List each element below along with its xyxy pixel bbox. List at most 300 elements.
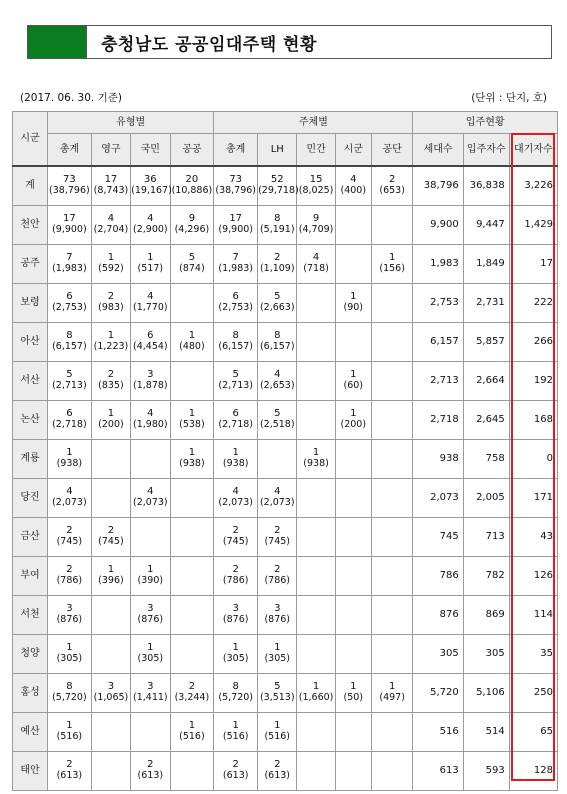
type-total-units: (305)	[56, 652, 83, 664]
type-permanent-units: (1,223)	[93, 340, 129, 352]
region-cell: 청양	[13, 634, 48, 673]
operator-total-cell	[214, 166, 258, 206]
type-public-count: 5	[188, 252, 196, 264]
region-cell: 홍성	[13, 673, 48, 712]
operator-private-units: (4,709)	[298, 223, 334, 235]
operator-total-units: (516)	[222, 730, 249, 742]
type-national-cell	[131, 361, 170, 400]
type-national-units: (305)	[137, 652, 164, 664]
type-public-units: (4,296)	[174, 223, 210, 235]
operator-total-count: 4	[232, 486, 239, 498]
residents-cell: 593	[463, 751, 509, 790]
operator-lh-cell	[258, 205, 297, 244]
households-cell: 613	[413, 751, 463, 790]
type-total-count: 8	[66, 681, 73, 693]
operator-lh-units: (2,653)	[259, 379, 295, 391]
residents-cell: 1,849	[463, 244, 509, 283]
waitlist-cell: 43	[509, 517, 557, 556]
operator-lh-count: 52	[270, 174, 284, 186]
operator-city-units: (200)	[340, 418, 367, 430]
type-permanent-count: 4	[107, 213, 115, 225]
type-national-units: (1,770)	[133, 301, 168, 313]
households-cell: 516	[413, 712, 463, 751]
header-households: 세대수	[413, 134, 463, 166]
type-total-count: 6	[66, 291, 73, 303]
type-permanent-cell	[91, 439, 130, 478]
operator-total-cell	[214, 439, 258, 478]
operator-lh-cell	[258, 166, 297, 206]
type-public-units: (874)	[179, 262, 205, 274]
operator-corp-cell	[371, 166, 413, 206]
operator-city-units: (50)	[343, 691, 364, 703]
operator-corp-cell	[371, 712, 413, 751]
type-national-count: 4	[147, 291, 154, 303]
type-total-units: (938)	[56, 457, 83, 469]
operator-lh-units: (29,718)	[258, 184, 299, 196]
operator-private-cell	[297, 439, 335, 478]
type-total-units: (6,157)	[52, 340, 87, 352]
type-permanent-count: 2	[107, 369, 115, 381]
type-public-cell	[170, 634, 214, 673]
operator-corp-cell	[371, 283, 413, 322]
operator-city-units: (60)	[343, 379, 364, 391]
type-public-units: (10,886)	[171, 184, 213, 196]
operator-private-cell	[297, 205, 335, 244]
operator-city-cell	[335, 400, 371, 439]
type-total-units: (516)	[56, 730, 83, 742]
type-national-count: 4	[147, 486, 154, 498]
operator-lh-count: 1	[274, 642, 281, 654]
type-permanent-count: 17	[104, 174, 118, 186]
households-cell: 38,796	[413, 166, 463, 206]
region-cell: 태안	[13, 751, 48, 790]
type-public-cell	[170, 205, 214, 244]
type-public-cell	[170, 712, 214, 751]
type-permanent-count: 2	[107, 291, 115, 303]
header-operator-total: 총계	[214, 134, 258, 166]
operator-city-count: 1	[350, 681, 357, 693]
operator-private-units: (718)	[303, 262, 329, 274]
operator-total-cell	[214, 634, 258, 673]
waitlist-cell: 17	[509, 244, 557, 283]
type-permanent-units: (396)	[98, 574, 124, 586]
type-total-count: 73	[63, 174, 76, 186]
operator-total-units: (876)	[222, 613, 249, 625]
header-type-public: 공공	[170, 134, 214, 166]
waitlist-cell: 114	[509, 595, 557, 634]
waitlist-cell: 128	[509, 751, 557, 790]
operator-lh-cell	[258, 673, 297, 712]
table-row	[13, 283, 558, 322]
type-total-cell	[48, 400, 92, 439]
operator-lh-units: (2,518)	[259, 418, 295, 430]
type-total-cell	[48, 673, 92, 712]
header-group-occupancy: 입주현황	[413, 112, 558, 134]
type-permanent-units: (592)	[98, 262, 124, 274]
operator-total-cell	[214, 283, 258, 322]
residents-cell: 5,857	[463, 322, 509, 361]
operator-total-units: (745)	[222, 535, 249, 547]
operator-private-count: 9	[312, 213, 320, 225]
type-permanent-cell	[91, 634, 130, 673]
type-national-count: 6	[147, 330, 154, 342]
type-public-count: 20	[185, 174, 199, 186]
type-national-cell	[131, 478, 170, 517]
type-permanent-units: (8,743)	[93, 184, 129, 196]
type-public-cell	[170, 400, 214, 439]
table-row	[13, 166, 558, 206]
type-permanent-cell	[91, 556, 130, 595]
operator-corp-cell	[371, 322, 413, 361]
waitlist-cell: 222	[509, 283, 557, 322]
table-row	[13, 322, 558, 361]
residents-cell: 2,664	[463, 361, 509, 400]
type-permanent-cell	[91, 517, 130, 556]
households-cell: 2,718	[413, 400, 463, 439]
operator-total-cell	[214, 712, 258, 751]
type-total-count: 7	[66, 252, 73, 264]
type-total-count: 2	[66, 759, 73, 771]
type-permanent-cell	[91, 712, 130, 751]
operator-corp-units: (497)	[379, 691, 405, 703]
type-permanent-units: (2,704)	[93, 223, 129, 235]
type-total-units: (745)	[56, 535, 83, 547]
header-region: 시군	[13, 112, 48, 166]
type-national-units: (2,900)	[133, 223, 168, 235]
operator-total-cell	[214, 244, 258, 283]
type-total-count: 5	[66, 369, 73, 381]
table-row	[13, 205, 558, 244]
type-national-count: 36	[143, 174, 157, 186]
table-row	[13, 361, 558, 400]
operator-private-cell	[297, 478, 335, 517]
operator-city-count: 1	[350, 291, 357, 303]
residents-cell: 9,447	[463, 205, 509, 244]
type-public-units: (538)	[179, 418, 205, 430]
type-national-cell	[131, 283, 170, 322]
operator-corp-cell	[371, 595, 413, 634]
operator-total-count: 73	[229, 174, 243, 186]
table-row	[13, 595, 558, 634]
operator-private-count: 4	[312, 252, 320, 264]
region-cell: 예산	[13, 712, 48, 751]
type-total-cell	[48, 634, 92, 673]
residents-cell: 713	[463, 517, 509, 556]
type-national-units: (390)	[137, 574, 164, 586]
housing-table	[12, 111, 558, 791]
operator-lh-cell	[258, 439, 297, 478]
operator-total-cell	[214, 595, 258, 634]
table-row	[13, 478, 558, 517]
type-national-cell	[131, 517, 170, 556]
operator-lh-cell	[258, 634, 297, 673]
operator-lh-count: 2	[274, 759, 281, 771]
operator-total-count: 1	[232, 642, 239, 654]
region-cell: 공주	[13, 244, 48, 283]
waitlist-cell: 35	[509, 634, 557, 673]
type-national-cell	[131, 595, 170, 634]
header-group-type: 유형별	[48, 112, 214, 134]
region-cell: 천안	[13, 205, 48, 244]
type-total-units: (2,073)	[52, 496, 87, 508]
operator-private-cell	[297, 166, 335, 206]
operator-city-cell	[335, 283, 371, 322]
operator-city-cell	[335, 361, 371, 400]
operator-lh-cell	[258, 556, 297, 595]
operator-total-count: 2	[232, 759, 239, 771]
operator-total-units: (2,713)	[218, 379, 253, 391]
operator-lh-units: (2,663)	[259, 301, 295, 313]
type-total-units: (9,900)	[52, 223, 87, 235]
type-public-count: 1	[188, 447, 196, 459]
table-row	[13, 439, 558, 478]
operator-lh-units: (305)	[264, 652, 291, 664]
operator-total-units: (613)	[222, 769, 249, 781]
operator-corp-cell	[371, 361, 413, 400]
operator-corp-cell	[371, 556, 413, 595]
type-permanent-count: 1	[107, 564, 115, 576]
type-total-units: (2,753)	[52, 301, 87, 313]
operator-total-count: 6	[232, 291, 239, 303]
operator-private-cell	[297, 595, 335, 634]
type-public-units: (480)	[179, 340, 205, 352]
operator-private-cell	[297, 673, 335, 712]
operator-total-count: 1	[232, 720, 239, 732]
type-permanent-units: (1,065)	[93, 691, 129, 703]
operator-total-count: 17	[229, 213, 243, 225]
operator-corp-units: (653)	[379, 184, 405, 196]
unit-note: (단위 : 단지, 호)	[471, 92, 547, 104]
operator-private-count: 1	[312, 447, 320, 459]
operator-total-cell	[214, 205, 258, 244]
households-cell: 305	[413, 634, 463, 673]
operator-city-cell	[335, 517, 371, 556]
operator-lh-cell	[258, 712, 297, 751]
operator-total-cell	[214, 400, 258, 439]
operator-lh-units: (876)	[264, 613, 291, 625]
residents-cell: 305	[463, 634, 509, 673]
operator-lh-count: 2	[274, 252, 281, 264]
header-operator-city: 시군	[335, 134, 371, 166]
type-total-count: 4	[66, 486, 73, 498]
operator-total-count: 8	[232, 330, 239, 342]
header-waitlist: 대기자수	[509, 134, 557, 166]
operator-corp-count: 1	[388, 681, 396, 693]
waitlist-cell: 266	[509, 322, 557, 361]
type-total-cell	[48, 712, 92, 751]
operator-city-count: 1	[350, 408, 357, 420]
households-cell: 2,753	[413, 283, 463, 322]
title-accent-bar	[28, 26, 87, 58]
residents-cell: 36,838	[463, 166, 509, 206]
operator-city-cell	[335, 556, 371, 595]
type-national-units: (4,454)	[133, 340, 168, 352]
region-cell: 당진	[13, 478, 48, 517]
type-total-cell	[48, 478, 92, 517]
waitlist-cell: 65	[509, 712, 557, 751]
type-public-cell	[170, 517, 214, 556]
operator-lh-units: (516)	[264, 730, 291, 742]
type-total-count: 17	[63, 213, 76, 225]
operator-corp-cell	[371, 634, 413, 673]
operator-total-units: (2,753)	[218, 301, 253, 313]
type-national-units: (876)	[137, 613, 164, 625]
waitlist-cell: 250	[509, 673, 557, 712]
operator-total-cell	[214, 556, 258, 595]
type-permanent-cell	[91, 673, 130, 712]
operator-total-units: (9,900)	[218, 223, 253, 235]
type-national-count: 3	[147, 681, 154, 693]
operator-lh-cell	[258, 361, 297, 400]
region-cell: 계	[13, 166, 48, 206]
type-total-count: 6	[66, 408, 73, 420]
type-public-cell	[170, 283, 214, 322]
type-permanent-cell	[91, 478, 130, 517]
type-total-units: (786)	[56, 574, 83, 586]
operator-lh-count: 5	[274, 408, 281, 420]
operator-corp-cell	[371, 439, 413, 478]
operator-corp-count: 2	[388, 174, 396, 186]
operator-city-cell	[335, 751, 371, 790]
region-cell: 서산	[13, 361, 48, 400]
operator-total-units: (305)	[222, 652, 249, 664]
waitlist-cell: 171	[509, 478, 557, 517]
type-total-cell	[48, 751, 92, 790]
type-national-cell	[131, 166, 170, 206]
type-total-cell	[48, 439, 92, 478]
operator-private-cell	[297, 517, 335, 556]
type-national-cell	[131, 400, 170, 439]
type-national-count: 3	[147, 603, 154, 615]
type-permanent-cell	[91, 283, 130, 322]
region-cell: 계룡	[13, 439, 48, 478]
operator-total-units: (2,073)	[218, 496, 253, 508]
operator-total-cell	[214, 361, 258, 400]
operator-city-cell	[335, 595, 371, 634]
operator-lh-count: 2	[274, 525, 281, 537]
operator-lh-count: 2	[274, 564, 281, 576]
table-header	[13, 112, 558, 166]
table-row	[13, 400, 558, 439]
operator-private-cell	[297, 400, 335, 439]
type-national-units: (2,073)	[133, 496, 168, 508]
operator-total-count: 2	[232, 564, 239, 576]
type-total-cell	[48, 517, 92, 556]
table-row	[13, 712, 558, 751]
operator-corp-cell	[371, 205, 413, 244]
type-total-count: 1	[66, 720, 73, 732]
type-public-cell	[170, 361, 214, 400]
type-public-units: (938)	[179, 457, 205, 469]
header-type-permanent: 영구	[91, 134, 130, 166]
operator-private-cell	[297, 244, 335, 283]
header-type-national: 국민	[131, 134, 170, 166]
operator-lh-count: 3	[274, 603, 281, 615]
operator-total-cell	[214, 517, 258, 556]
table-row	[13, 517, 558, 556]
operator-corp-cell	[371, 673, 413, 712]
region-cell: 아산	[13, 322, 48, 361]
type-total-count: 2	[66, 564, 73, 576]
type-public-count: 1	[188, 330, 196, 342]
type-total-units: (1,983)	[52, 262, 87, 274]
waitlist-cell: 168	[509, 400, 557, 439]
type-permanent-count: 3	[107, 681, 115, 693]
type-permanent-cell	[91, 400, 130, 439]
operator-lh-cell	[258, 244, 297, 283]
type-national-cell	[131, 712, 170, 751]
type-national-cell	[131, 439, 170, 478]
region-cell: 서천	[13, 595, 48, 634]
type-national-cell	[131, 244, 170, 283]
operator-corp-cell	[371, 478, 413, 517]
type-total-units: (38,796)	[49, 184, 90, 196]
operator-city-cell	[335, 712, 371, 751]
type-public-units: (3,244)	[174, 691, 210, 703]
type-total-cell	[48, 556, 92, 595]
header-operator-private: 민간	[297, 134, 335, 166]
operator-total-units: (786)	[222, 574, 249, 586]
operator-private-cell	[297, 751, 335, 790]
type-national-units: (517)	[137, 262, 164, 274]
households-cell: 938	[413, 439, 463, 478]
operator-lh-cell	[258, 517, 297, 556]
title-box	[27, 25, 552, 59]
households-cell: 6,157	[413, 322, 463, 361]
type-national-count: 1	[147, 642, 154, 654]
type-total-cell	[48, 283, 92, 322]
type-permanent-units: (835)	[98, 379, 124, 391]
operator-city-cell	[335, 634, 371, 673]
operator-city-cell	[335, 439, 371, 478]
operator-total-cell	[214, 478, 258, 517]
table-row	[13, 751, 558, 790]
operator-lh-count: 5	[274, 291, 281, 303]
households-cell: 2,713	[413, 361, 463, 400]
header-residents: 입주자수	[463, 134, 509, 166]
type-public-count: 1	[188, 720, 196, 732]
operator-total-count: 1	[232, 447, 239, 459]
header-operator-corp: 공단	[371, 134, 413, 166]
operator-corp-cell	[371, 400, 413, 439]
operator-lh-units: (1,109)	[259, 262, 295, 274]
operator-city-cell	[335, 673, 371, 712]
type-total-units: (2,718)	[52, 418, 87, 430]
type-total-units: (613)	[56, 769, 83, 781]
type-permanent-units: (200)	[98, 418, 124, 430]
households-cell: 5,720	[413, 673, 463, 712]
operator-corp-count: 1	[388, 252, 396, 264]
operator-total-units: (5,720)	[218, 691, 253, 703]
operator-lh-units: (786)	[264, 574, 291, 586]
type-total-count: 1	[66, 447, 73, 459]
residents-cell: 2,005	[463, 478, 509, 517]
operator-city-cell	[335, 244, 371, 283]
operator-lh-cell	[258, 751, 297, 790]
operator-total-count: 8	[232, 681, 239, 693]
residents-cell: 2,645	[463, 400, 509, 439]
type-permanent-units: (983)	[98, 301, 124, 313]
type-permanent-count: 2	[107, 525, 115, 537]
type-total-count: 3	[66, 603, 73, 615]
type-permanent-count: 1	[107, 408, 115, 420]
type-public-cell	[170, 478, 214, 517]
operator-lh-cell	[258, 478, 297, 517]
operator-private-cell	[297, 283, 335, 322]
operator-private-units: (1,660)	[298, 691, 334, 703]
operator-city-cell	[335, 478, 371, 517]
region-cell: 금산	[13, 517, 48, 556]
